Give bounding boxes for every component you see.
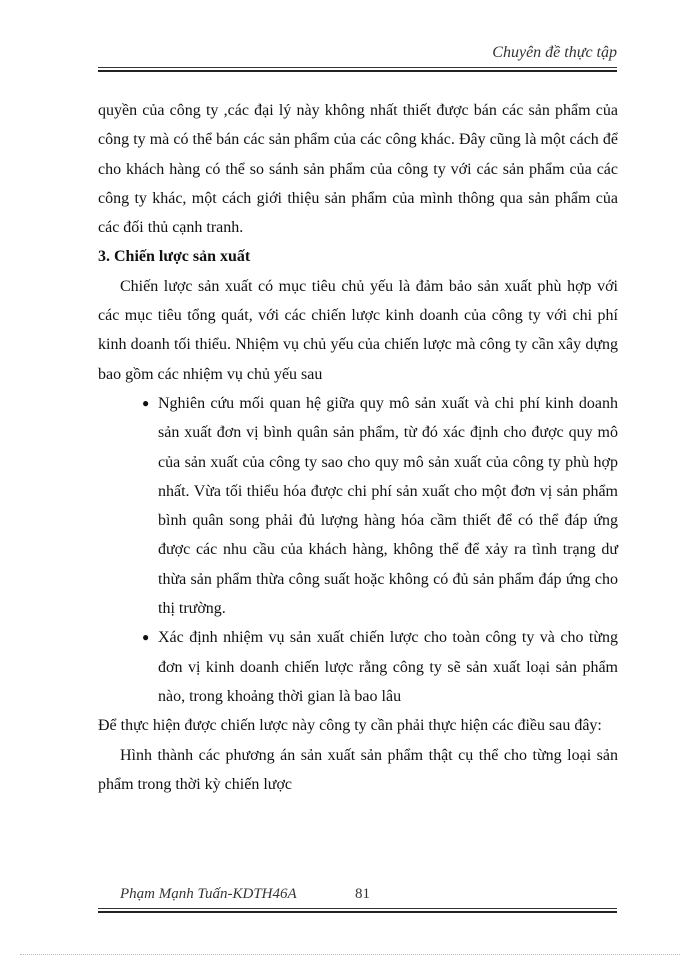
paragraph-requirements: Để thực hiện được chiến lược này công ty cần phải thực hiện các điều sau đây: [98,717,602,735]
paragraph-continued: quyền của công ty ,các đại lý này không nhất thiết được bán các sản phẩm của công ty mà có thể bán các sản phẩm của các công khác. Đây cũng là một cách để cho khách hàng có thể so sánh sản phẩm của công ty với các sản phẩm của các công ty khác, một cách giới thiệu sản phẩm của mình thông qua sản phẩm của các đối thủ cạnh tranh. [98,102,618,237]
body-content [98,96,618,799]
list-item-text: Xác định nhiệm vụ sản xuất chiến lược cho toàn công ty và cho từng đơn vị kinh doanh chiến lược rằng công ty sẽ sản xuất loại sản phẩm nào, trong khoảng thời gian là bao lâu [158,629,618,705]
page-number: 81 [355,886,370,902]
bullet-list [98,389,618,711]
bullet-dot-icon: ● [142,395,150,410]
footer-rule-thick [98,911,617,913]
list-item [98,623,618,711]
header-title: Chuyên đề thực tập [492,44,617,61]
header-rule-thick [98,70,617,72]
header-rule [98,67,617,68]
bullet-dot-icon: ● [142,630,150,645]
footer-rule [98,908,617,909]
paragraph-plan: Hình thành các phương án sản xuất sản phẩm thật cụ thể cho từng loại sản phẩm trong thời kỳ chiến lược [98,746,618,793]
list-item-text: Nghiên cứu mối quan hệ giữa quy mô sản xuất và chi phí kinh doanh sản xuất đơn vị bình quân sản phẩm, từ đó xác định cho được quy mô của sản xuất của công ty sao cho quy mô sản xuất của công ty phù hợp nhất. Vừa tối thiểu hóa được chi phí sản xuất cho một đơn vị sản phẩm bình quân song phải đủ lượng hàng hóa cầm thiết để có thể đáp ứng được các nhu cầu của khách hàng, không thể để xảy ra tình trạng dư thừa sản phẩm thừa công suất hoặc không có đủ sản phẩm đáp ứng cho thị trường. [158,394,618,618]
list-item [98,389,618,623]
page-edge-divider [20,954,680,955]
paragraph-strategy: Chiến lược sản xuất có mục tiêu chủ yếu là đảm bảo sản xuất phù hợp với các mục tiêu tổng quát, với các chiến lược kinh doanh của công ty với chi phí kinh doanh tối thiểu. Nhiệm vụ chủ yếu của chiến lược mà công ty cần xây dựng bao gồm các nhiệm vụ chủ yếu sau [98,277,618,383]
section-heading: 3. Chiến lược sản xuất [98,248,251,266]
footer-author: Phạm Mạnh Tuấn-KDTH46A [120,886,297,902]
